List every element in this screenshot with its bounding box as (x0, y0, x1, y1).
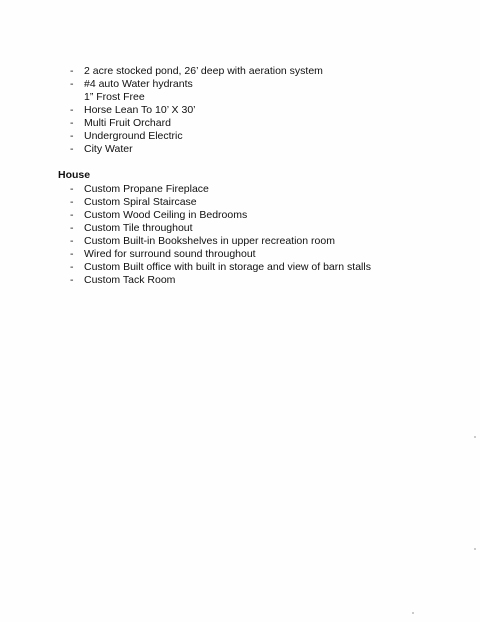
list-item-text: City Water (84, 143, 133, 155)
scan-speck (412, 612, 414, 614)
list-bullet: - (70, 235, 74, 247)
list-item-text: Wired for surround sound throughout (84, 248, 256, 260)
list-item-text: Custom Tile throughout (84, 222, 193, 234)
list-bullet: - (70, 274, 74, 286)
list-item-text: 2 acre stocked pond, 26’ deep with aeration system (84, 65, 323, 77)
list-bullet: - (70, 143, 74, 155)
list-bullet: - (70, 65, 74, 77)
list-item-text: #4 auto Water hydrants (84, 78, 193, 90)
list-item-text: Custom Built office with built in storage and view of barn stalls (84, 261, 371, 273)
list-item-text: Horse Lean To 10’ X 30’ (84, 104, 196, 116)
list-item-text: 1” Frost Free (84, 91, 145, 103)
list-bullet: - (70, 78, 74, 90)
list-bullet: - (70, 117, 74, 129)
list-item-text: Custom Propane Fireplace (84, 183, 209, 195)
list-bullet: - (70, 196, 74, 208)
list-bullet: - (70, 183, 74, 195)
list-bullet: - (70, 248, 74, 260)
list-item-text: Custom Wood Ceiling in Bedrooms (84, 209, 248, 221)
list-bullet: - (70, 130, 74, 142)
list-bullet: - (70, 104, 74, 116)
list-bullet: - (70, 222, 74, 234)
list-item-text: Multi Fruit Orchard (84, 117, 171, 129)
list-bullet: - (70, 209, 74, 221)
list-bullet: - (70, 261, 74, 273)
scan-speck (474, 548, 476, 550)
scan-speck (474, 436, 476, 438)
list-item-text: Custom Spiral Staircase (84, 196, 197, 208)
list-item-text: Custom Tack Room (84, 274, 176, 286)
section-heading-house: House (58, 169, 91, 181)
list-item-text: Custom Built-in Bookshelves in upper recreation room (84, 235, 335, 247)
list-item-text: Underground Electric (84, 130, 183, 142)
